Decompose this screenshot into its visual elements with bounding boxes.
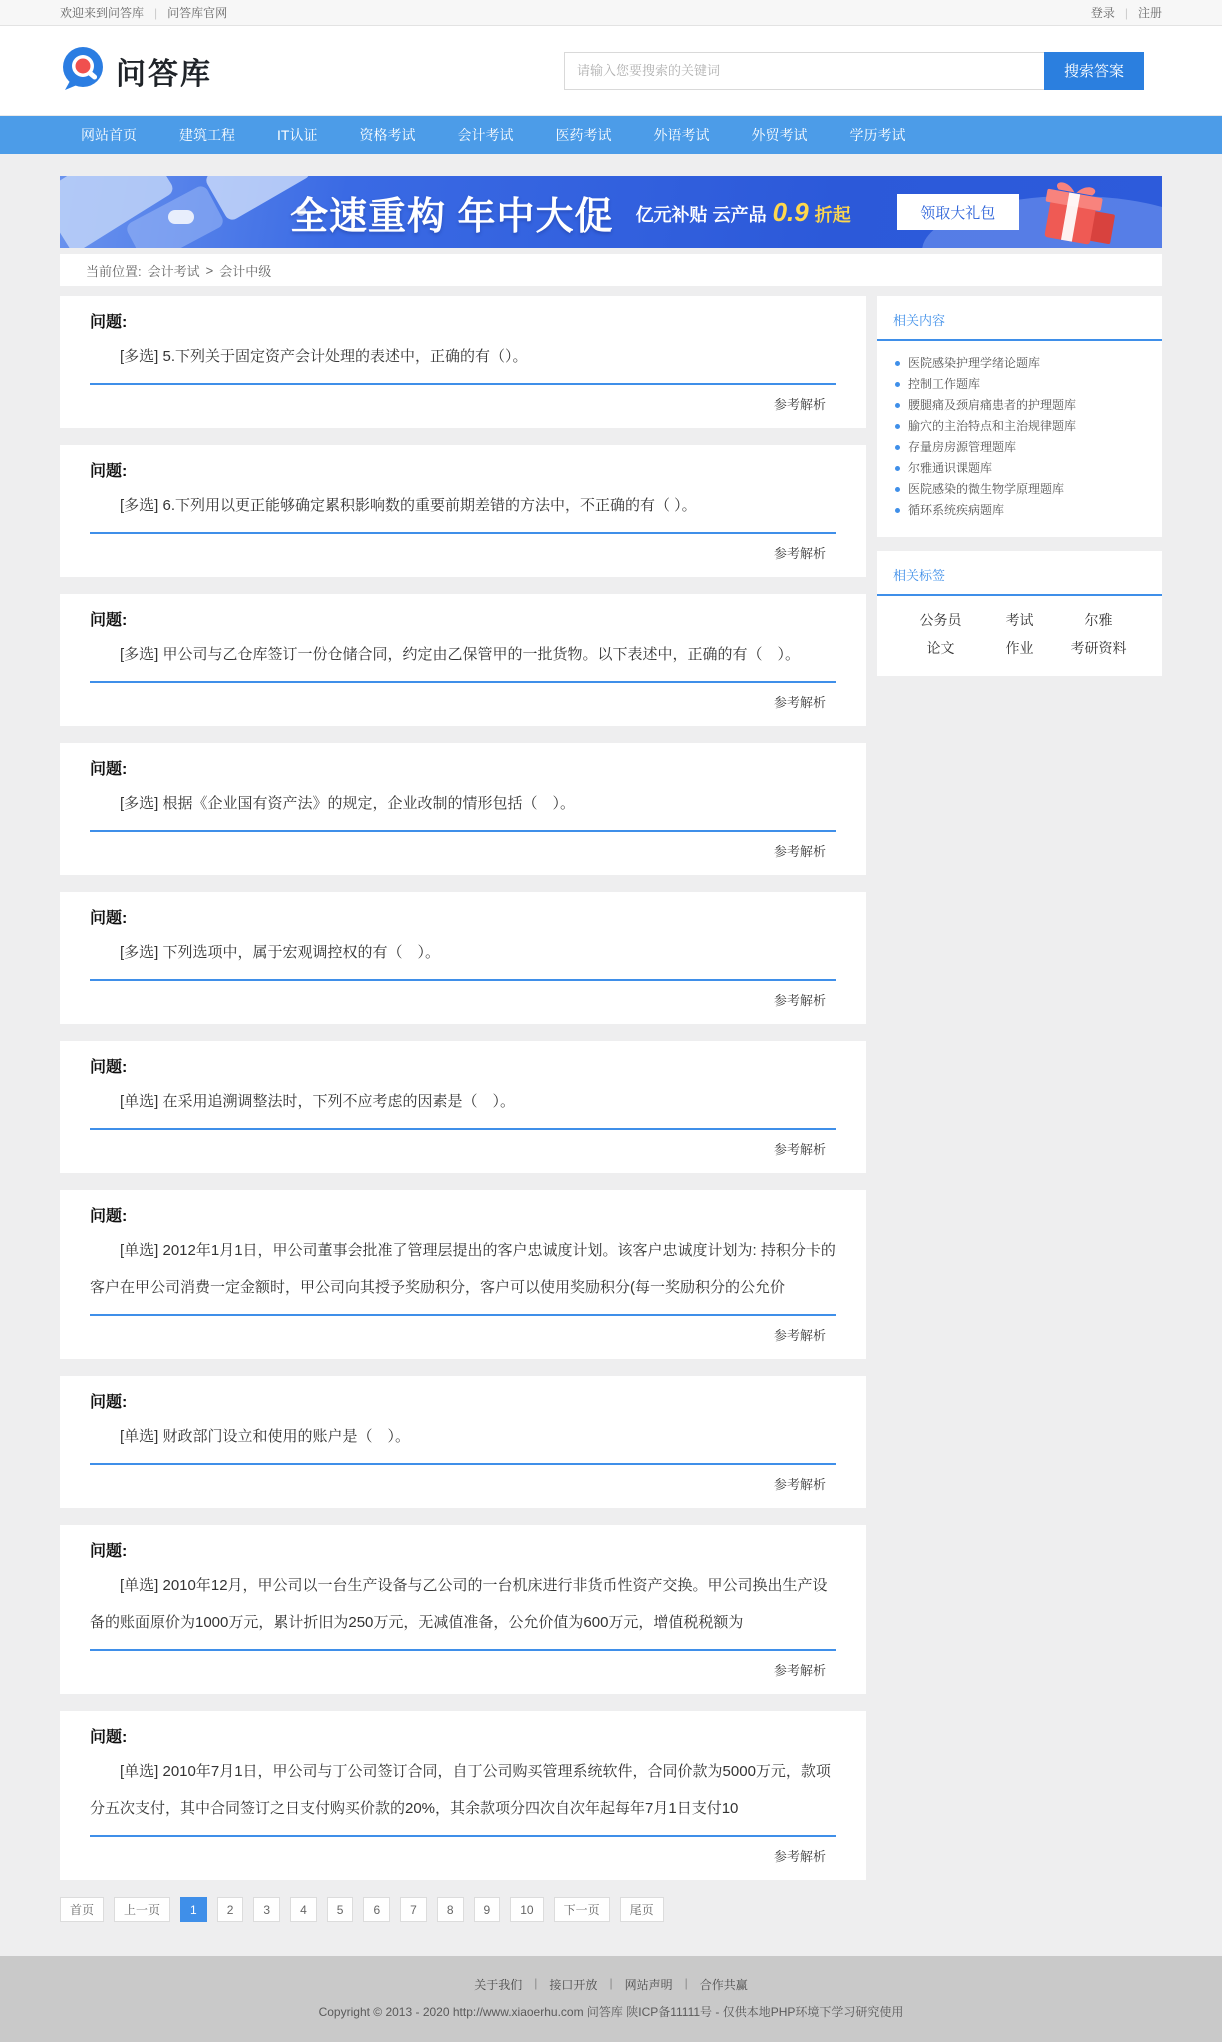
question-text: [多选] 根据《企业国有资产法》的规定，企业改制的情形包括（ ）。 — [90, 785, 836, 832]
topbar-separator: | — [154, 5, 158, 20]
question-card — [60, 296, 866, 428]
footer-link-api[interactable]: 接口开放 — [549, 1978, 598, 1992]
question-list — [60, 296, 866, 1922]
promo-banner[interactable] — [60, 176, 1162, 248]
logo-title: 问答库 — [116, 57, 212, 91]
bullet-icon — [895, 508, 900, 513]
related-item[interactable] — [891, 395, 1148, 416]
topbar-welcome-text: 欢迎来到问答库 — [60, 6, 145, 20]
header — [0, 26, 1222, 116]
related-item[interactable] — [891, 500, 1148, 521]
related-item-label: 腰腿痛及颈肩痛患者的护理题库 — [908, 398, 1077, 412]
related-item[interactable] — [891, 353, 1148, 374]
page-number-1[interactable]: 1 — [180, 1897, 207, 1922]
gift-icon — [1030, 178, 1122, 248]
analysis-link[interactable]: 参考解析 — [773, 546, 826, 561]
analysis-link[interactable]: 参考解析 — [773, 1663, 826, 1678]
banner-title: 全速重构 年中大促 — [290, 195, 614, 238]
tag-postgraduate[interactable]: 考研资料 — [1070, 640, 1127, 656]
banner-subtitle — [636, 197, 851, 228]
nav-item-accounting[interactable]: 会计考试 — [457, 127, 514, 143]
question-text: [多选] 5.下列关于固定资产会计处理的表述中，正确的有（）。 — [90, 338, 836, 385]
related-item[interactable] — [891, 416, 1148, 437]
question-card — [60, 892, 866, 1024]
logo-icon — [60, 45, 106, 96]
page-last-button[interactable]: 尾页 — [620, 1897, 664, 1922]
footer-separator: | — [684, 1976, 688, 1990]
nav-item-it[interactable]: IT认证 — [277, 127, 318, 143]
analysis-link[interactable]: 参考解析 — [773, 844, 826, 859]
bullet-icon — [895, 466, 900, 471]
page-first-button[interactable]: 首页 — [60, 1897, 104, 1922]
breadcrumb-category-link[interactable]: 会计考试 — [147, 263, 200, 279]
question-card — [60, 1041, 866, 1173]
copyright-text: Copyright © 2013 - 2020 http://www.xiaoerhu.com 问答库 陕ICP备11111号 - 仅供本地PHP环境下学习研究使用 — [318, 2005, 904, 2019]
page-number-5[interactable]: 5 — [327, 1897, 354, 1922]
sidebar — [877, 296, 1162, 690]
search-button[interactable]: 搜索答案 — [1044, 52, 1144, 90]
nav-item-education[interactable]: 学历考试 — [849, 127, 906, 143]
breadcrumb — [60, 254, 1162, 286]
question-heading: 问题: — [90, 463, 128, 480]
related-item-label: 存量房房源管理题库 — [908, 440, 1017, 454]
login-link[interactable]: 登录 — [1090, 6, 1115, 20]
nav-item-qualification[interactable]: 资格考试 — [359, 127, 416, 143]
question-card — [60, 594, 866, 726]
page-number-7[interactable]: 7 — [400, 1897, 427, 1922]
related-tags-box — [877, 551, 1162, 676]
nav-item-medical[interactable]: 医药考试 — [555, 127, 612, 143]
analysis-link[interactable]: 参考解析 — [773, 695, 826, 710]
question-text: [单选] 财政部门设立和使用的账户是（ ）。 — [90, 1418, 836, 1465]
topbar-site-link[interactable]: 问答库官网 — [167, 6, 228, 20]
bullet-icon — [895, 445, 900, 450]
topbar — [0, 0, 1222, 26]
search-input[interactable] — [564, 52, 1044, 90]
page-number-6[interactable]: 6 — [363, 1897, 390, 1922]
page-number-9[interactable]: 9 — [474, 1897, 501, 1922]
related-item[interactable] — [891, 374, 1148, 395]
breadcrumb-current: 会计中级 — [219, 263, 272, 279]
tag-homework[interactable]: 作业 — [1005, 640, 1034, 656]
nav-item-language[interactable]: 外语考试 — [653, 127, 710, 143]
banner-subtitle-text: 亿元补贴 云产品 — [635, 204, 767, 225]
nav-item-home[interactable]: 网站首页 — [81, 127, 137, 143]
banner-cta-button[interactable]: 领取大礼包 — [897, 194, 1019, 230]
register-link[interactable]: 注册 — [1137, 6, 1162, 20]
page-prev-button[interactable]: 上一页 — [114, 1897, 170, 1922]
banner-illustration — [168, 210, 194, 224]
page-number-3[interactable]: 3 — [253, 1897, 280, 1922]
tag-thesis[interactable]: 论文 — [926, 640, 955, 656]
related-item[interactable] — [891, 437, 1148, 458]
related-item-label: 医院感染护理学绪论题库 — [908, 356, 1041, 370]
analysis-link[interactable]: 参考解析 — [773, 1849, 826, 1864]
footer — [0, 1956, 1222, 2042]
nav-item-construction[interactable]: 建筑工程 — [179, 127, 235, 143]
bullet-icon — [895, 487, 900, 492]
question-text: [多选] 甲公司与乙仓库签订一份仓储合同，约定由乙保管甲的一批货物。以下表述中，正确的有（ ）。 — [90, 636, 836, 683]
analysis-link[interactable]: 参考解析 — [773, 1142, 826, 1157]
footer-separator: | — [609, 1976, 613, 1990]
related-item-label: 循环系统疾病题库 — [908, 503, 1005, 517]
question-heading: 问题: — [90, 1394, 128, 1411]
question-card — [60, 1711, 866, 1880]
question-heading: 问题: — [90, 1729, 128, 1746]
question-card — [60, 743, 866, 875]
question-text: [多选] 下列选项中，属于宏观调控权的有（ ）。 — [90, 934, 836, 981]
related-item[interactable] — [891, 458, 1148, 479]
question-heading: 问题: — [90, 612, 128, 629]
analysis-link[interactable]: 参考解析 — [773, 1328, 826, 1343]
main-nav — [0, 116, 1222, 154]
question-text: [单选] 2010年7月1日，甲公司与丁公司签订合同，自丁公司购买管理系统软件，合同价款为5000万元，款项分五次支付，其中合同签订之日支付购买价款的20%，其余款项分四次自次年起每年7月1日支付10 — [90, 1753, 836, 1837]
tag-civil-servant[interactable]: 公务员 — [919, 612, 962, 628]
tag-exam[interactable]: 考试 — [1005, 612, 1034, 628]
page-number-2[interactable]: 2 — [217, 1897, 244, 1922]
bullet-icon — [895, 403, 900, 408]
bullet-icon — [895, 424, 900, 429]
question-heading: 问题: — [90, 1059, 128, 1076]
related-content-box — [877, 296, 1162, 537]
bullet-icon — [895, 361, 900, 366]
page-next-button[interactable]: 下一页 — [554, 1897, 610, 1922]
tag-erya[interactable]: 尔雅 — [1084, 612, 1113, 628]
page-number-4[interactable]: 4 — [290, 1897, 317, 1922]
question-heading: 问题: — [90, 1543, 128, 1560]
page-number-10[interactable]: 10 — [510, 1897, 543, 1922]
related-tags-title: 相关标签 — [877, 551, 1162, 596]
analysis-link[interactable]: 参考解析 — [773, 993, 826, 1008]
question-heading: 问题: — [90, 314, 128, 331]
breadcrumb-prefix: 当前位置: — [86, 263, 142, 279]
related-item-label: 尔雅通识课题库 — [908, 461, 993, 475]
question-text: [多选] 6.下列用以更正能够确定累积影响数的重要前期差错的方法中，不正确的有（ ）。 — [90, 487, 836, 534]
breadcrumb-separator: > — [205, 262, 214, 278]
nav-item-trade[interactable]: 外贸考试 — [751, 127, 808, 143]
question-text: [单选] 在采用追溯调整法时，下列不应考虑的因素是（ ）。 — [90, 1083, 836, 1130]
question-card — [60, 1525, 866, 1694]
search-bar — [564, 52, 1144, 90]
footer-link-about[interactable]: 关于我们 — [474, 1978, 523, 1992]
logo[interactable] — [60, 45, 212, 96]
related-item-label: 腧穴的主治特点和主治规律题库 — [908, 419, 1077, 433]
banner-discount-suffix: 折起 — [814, 204, 851, 225]
related-item-label: 控制工作题库 — [908, 377, 981, 391]
question-heading: 问题: — [90, 910, 128, 927]
footer-link-cooperation[interactable]: 合作共赢 — [699, 1978, 748, 1992]
topbar-auth-separator: | — [1124, 5, 1128, 20]
question-card — [60, 1190, 866, 1359]
footer-separator: | — [534, 1976, 538, 1990]
pagination — [60, 1897, 866, 1922]
banner-discount: 0.9 — [772, 196, 809, 227]
analysis-link[interactable]: 参考解析 — [773, 397, 826, 412]
question-text: [单选] 2012年1月1日，甲公司董事会批准了管理层提出的客户忠诚度计划。该客户忠诚度计划为: 持积分卡的客户在甲公司消费一定金额时，甲公司向其授予奖励积分，客户可以使用奖励积分(每一奖励积分的公允价 — [90, 1232, 836, 1316]
question-card — [60, 1376, 866, 1508]
related-content-title: 相关内容 — [877, 296, 1162, 341]
page-number-8[interactable]: 8 — [437, 1897, 464, 1922]
question-text: [单选] 2010年12月，甲公司以一台生产设备与乙公司的一台机床进行非货币性资产交换。甲公司换出生产设备的账面原价为1000万元，累计折旧为250万元，无减值准备，公允价值为600万元，增值税税额为 — [90, 1567, 836, 1651]
question-card — [60, 445, 866, 577]
analysis-link[interactable]: 参考解析 — [773, 1477, 826, 1492]
related-item[interactable] — [891, 479, 1148, 500]
related-item-label: 医院感染的微生物学原理题库 — [908, 482, 1065, 496]
question-heading: 问题: — [90, 761, 128, 778]
footer-links — [0, 1976, 1222, 1993]
bullet-icon — [895, 382, 900, 387]
question-heading: 问题: — [90, 1208, 128, 1225]
footer-link-statement[interactable]: 网站声明 — [624, 1978, 673, 1992]
